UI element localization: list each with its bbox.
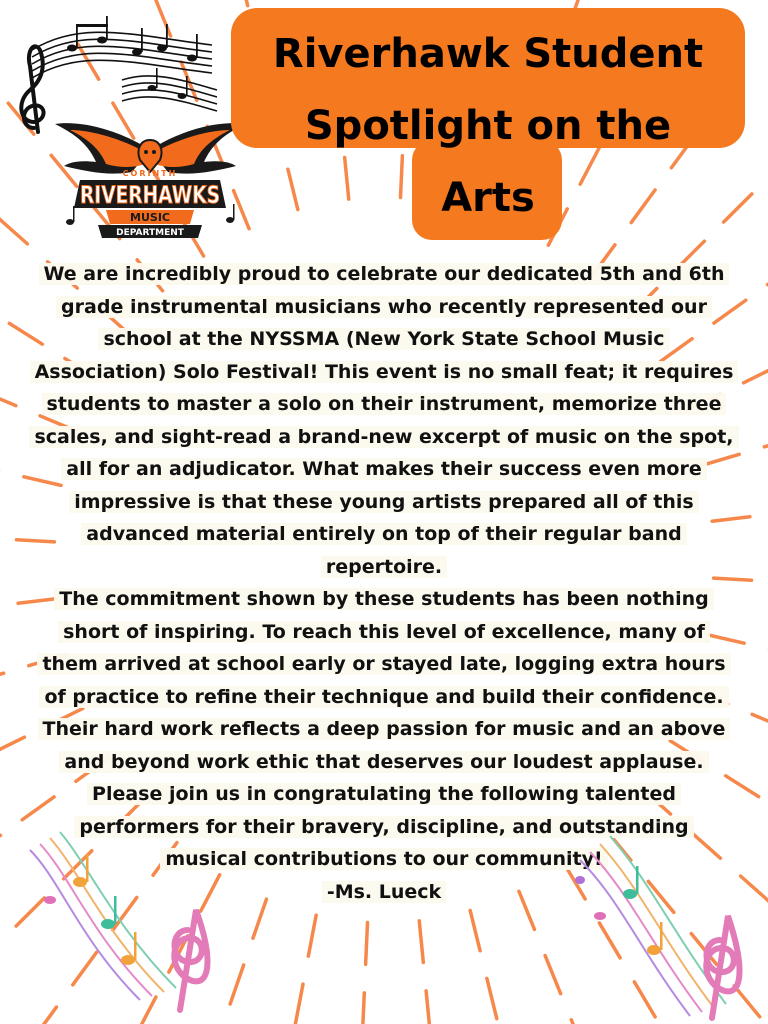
- ray-dash: [366, 923, 368, 965]
- body-line: of practice to refine their technique and build their confidence.: [10, 681, 758, 714]
- ray-dash: [0, 218, 27, 244]
- body-line: Association) Solo Festival! This event is no small feat; it requires: [10, 356, 758, 389]
- ray-dash: [295, 984, 303, 1024]
- ray-dash: [308, 915, 316, 956]
- page-title: [231, 18, 745, 234]
- body-line: advanced material entirely on top of their regular band: [10, 518, 758, 551]
- ray-dash: [419, 921, 423, 963]
- title-line: Riverhawk Student: [272, 31, 704, 77]
- title-line: Spotlight on the: [304, 103, 672, 149]
- body-line: them arrived at school early or stayed late, logging extra hours: [10, 648, 758, 681]
- body-line: grade instrumental musicians who recently represented our: [10, 291, 758, 324]
- logo-sub1: MUSIC: [130, 211, 170, 224]
- body-line: scales, and sight-read a brand-new excerpt of music on the spot,: [10, 421, 758, 454]
- logo-name: RIVERHAWKS: [80, 181, 220, 209]
- logo-top-text: CORINTH: [122, 169, 178, 178]
- body-line: all for an adjudicator. What makes their success even more: [10, 453, 758, 486]
- body-line: We are incredibly proud to celebrate our dedicated 5th and 6th: [10, 258, 758, 291]
- ray-dash: [470, 910, 480, 950]
- ray-dash: [545, 956, 561, 994]
- body-line: short of inspiring. To reach this level of excellence, many of: [10, 616, 758, 649]
- ray-dash: [0, 673, 4, 684]
- title-line: Arts: [441, 175, 535, 221]
- body-line: students to master a solo on their instrument, memorize three: [10, 388, 758, 421]
- riverhawk-logo-icon: [50, 110, 250, 250]
- ray-dash: [426, 991, 430, 1024]
- body-line: and beyond work ethic that deserves our loudest applause.: [10, 746, 758, 779]
- ray-dash: [764, 436, 768, 447]
- music-swirl-icon: [20, 820, 240, 1020]
- body-line: musical contributions to our community!: [10, 843, 758, 876]
- ray-dash: [362, 993, 364, 1024]
- logo-sub2: DEPARTMENT: [116, 228, 184, 238]
- body-line: impressive is that these young artists prepared all of this: [10, 486, 758, 519]
- body-line: Their hard work reflects a deep passion for music and an above: [10, 713, 758, 746]
- ray-dash: [238, 0, 248, 6]
- body-line: performers for their bravery, discipline, and outstanding: [10, 811, 758, 844]
- music-swirl-icon: [560, 820, 768, 1024]
- signature: -Ms. Lueck: [10, 876, 758, 909]
- body-line: The commitment shown by these students has been nothing: [10, 583, 758, 616]
- body-line: Please join us in congratulating the following talented: [10, 778, 758, 811]
- article-body: [10, 258, 758, 908]
- body-line: school at the NYSSMA (New York State School Music: [10, 323, 758, 356]
- ray-dash: [487, 978, 497, 1018]
- body-line: repertoire.: [10, 551, 758, 584]
